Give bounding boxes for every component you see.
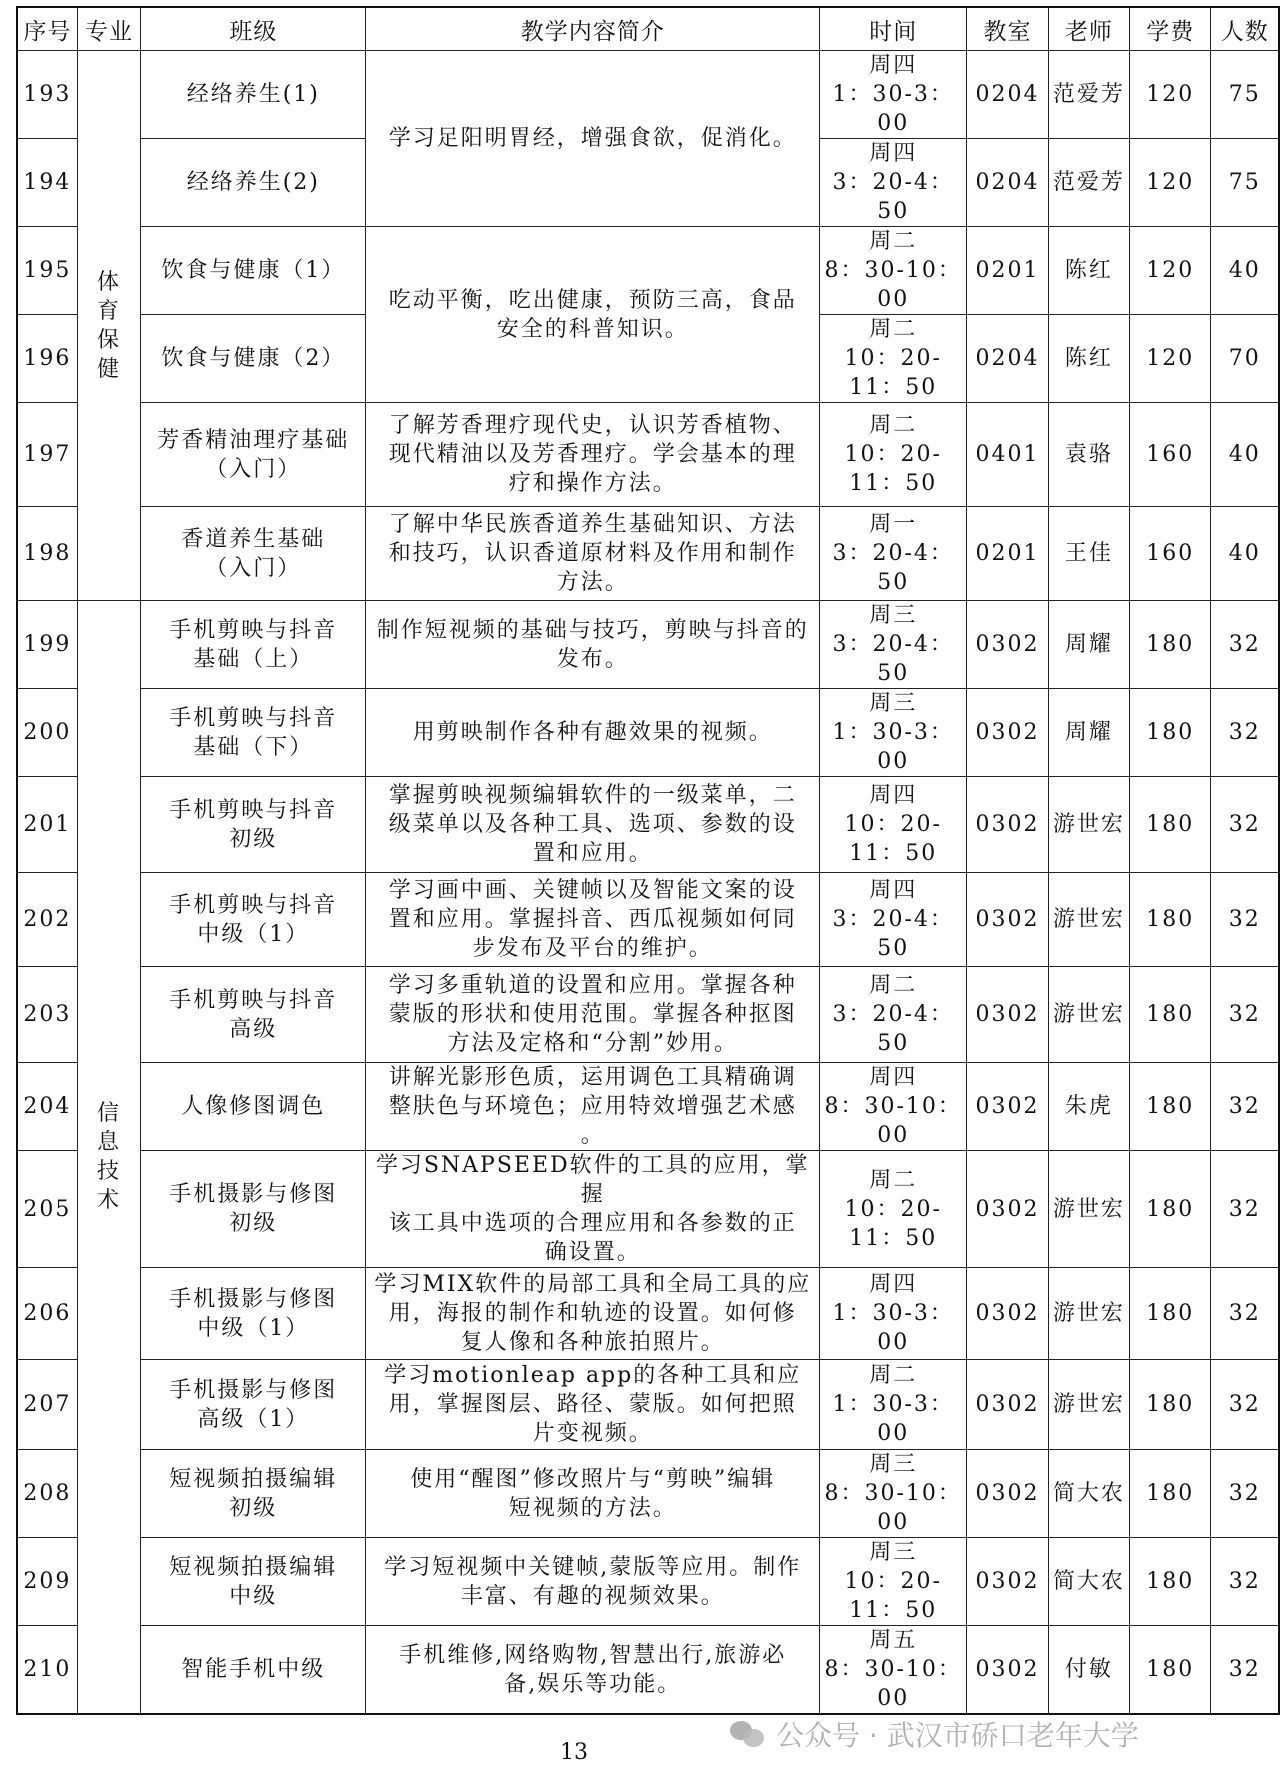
major-char: 育: [96, 298, 121, 324]
cell-line: 了解芳香理疗现代史，认识芳香植物、: [388, 413, 797, 438]
weekday: 周三: [869, 691, 918, 716]
course-description: [366, 689, 820, 777]
cell-line: 方法及定格和“分割”妙用。: [447, 1031, 739, 1056]
tuition-fee: 180: [1130, 1063, 1211, 1151]
weekday: 周一: [869, 512, 918, 537]
row-number: 198: [17, 507, 77, 601]
row-number: 193: [17, 51, 77, 139]
cell-line: 安全的科普知识。: [496, 316, 689, 342]
cell-line: 使用“醒图”修改照片与“剪映”编辑: [410, 1466, 776, 1492]
cell-line: 手机摄影与修图: [169, 1286, 338, 1312]
tuition-fee: 180: [1130, 1268, 1211, 1360]
cell-line: 和技巧，认识香道原材料及作用和制作: [388, 541, 797, 566]
cell-line: 手机摄影与修图: [169, 1377, 338, 1403]
course-description: [366, 1268, 820, 1360]
schedule-time: [820, 967, 967, 1063]
cell-line: 中级: [229, 1583, 278, 1609]
tuition-fee: 180: [1130, 1450, 1211, 1538]
cell-line: 置和应用。掌握抖音、西瓜视频如何同: [388, 907, 797, 932]
cell-line: 初级: [229, 826, 278, 852]
schedule-time: [820, 601, 967, 689]
cell-line: 学习MIX软件的局部工具和全局工具的应: [374, 1272, 812, 1297]
cell-line: 发布。: [556, 646, 629, 672]
enrollment-count: 32: [1211, 967, 1279, 1063]
teacher-name: 范爱芳: [1048, 51, 1129, 139]
teacher-name: 简大农: [1048, 1538, 1129, 1626]
course-description: [366, 227, 820, 403]
schedule-time: [820, 1450, 967, 1538]
header-major: 专业: [77, 7, 141, 51]
time-range: 1：30-3：00: [832, 1392, 954, 1446]
enrollment-count: 32: [1211, 1151, 1279, 1268]
tuition-fee: 180: [1130, 1538, 1211, 1626]
tuition-fee: 180: [1130, 689, 1211, 777]
course-description: [366, 1360, 820, 1450]
weekday: 周二: [869, 317, 918, 342]
major-char: 技: [96, 1159, 121, 1184]
table-row: [17, 601, 1279, 689]
tuition-fee: 120: [1130, 315, 1211, 403]
cell-line: 整肤色与环境色；应用特效增强艺术感: [388, 1094, 797, 1119]
classroom: 0204: [967, 139, 1048, 227]
class-name: [141, 873, 366, 967]
cell-line: 芳香精油理疗基础: [157, 427, 350, 453]
teacher-name: 游世宏: [1048, 1151, 1129, 1268]
row-number: 206: [17, 1268, 77, 1360]
cell-line: 步发布及平台的维护。: [472, 936, 713, 961]
tuition-fee: 180: [1130, 873, 1211, 967]
classroom: 0401: [967, 403, 1048, 507]
cell-line: 复人像和各种旅拍照片。: [460, 1330, 725, 1355]
class-name: [141, 1360, 366, 1450]
cell-line: （入门）: [205, 456, 302, 482]
cell-line: 智能手机中级: [181, 1657, 326, 1682]
classroom: 0302: [967, 601, 1048, 689]
major-char: 术: [96, 1188, 121, 1213]
teacher-name: 游世宏: [1048, 873, 1129, 967]
cell-line: 短视频的方法。: [508, 1495, 677, 1521]
class-name: [141, 1538, 366, 1626]
class-name: [141, 1626, 366, 1715]
teacher-name: 周耀: [1048, 601, 1129, 689]
cell-line: 人像修图调色: [181, 1094, 326, 1119]
cell-line: 用，掌握图层、路径、蒙版。如何把照: [388, 1392, 797, 1417]
cell-line: 手机维修,网络购物,智慧出行,旅游必: [399, 1642, 787, 1668]
row-number: 209: [17, 1538, 77, 1626]
cell-line: 短视频拍摄编辑: [169, 1466, 338, 1492]
major-cell-it: [77, 601, 141, 1715]
weekday: 周四: [869, 141, 918, 166]
classroom: 0302: [967, 967, 1048, 1063]
cell-line: 香道养生基础: [181, 526, 326, 552]
schedule-time: [820, 315, 967, 403]
table-row: [17, 1450, 1279, 1538]
weekday: 周二: [869, 1363, 918, 1388]
row-number: 195: [17, 227, 77, 315]
row-number: 200: [17, 689, 77, 777]
row-number: 207: [17, 1360, 77, 1450]
classroom: 0201: [967, 507, 1048, 601]
cell-line: 饮食与健康（2）: [161, 346, 346, 371]
time-range: 3：20-4：50: [832, 632, 954, 686]
time-range: 8：30-10：00: [824, 1481, 962, 1535]
time-range: 3：20-4：50: [832, 907, 954, 961]
classroom: 0302: [967, 873, 1048, 967]
class-name: [141, 1268, 366, 1360]
major-char: 信: [96, 1101, 121, 1126]
weekday: 周三: [869, 1540, 918, 1565]
enrollment-count: 32: [1211, 777, 1279, 873]
row-number: 201: [17, 777, 77, 873]
row-number: 210: [17, 1626, 77, 1715]
cell-line: 用剪映制作各种有趣效果的视频。: [412, 720, 773, 745]
course-description: [366, 1151, 820, 1268]
cell-line: 中级（1）: [197, 921, 310, 947]
cell-line: 用，海报的制作和轨迹的设置。如何修: [388, 1301, 797, 1326]
course-description: [366, 777, 820, 873]
time-range: 3：20-4：50: [832, 541, 954, 595]
classroom: 0302: [967, 1538, 1048, 1626]
enrollment-count: 75: [1211, 139, 1279, 227]
time-range: 10：20-11：50: [844, 442, 942, 496]
course-description: [366, 1626, 820, 1715]
enrollment-count: 75: [1211, 51, 1279, 139]
cell-line: 初级: [229, 1495, 278, 1521]
cell-line: 手机剪映与抖音: [169, 797, 338, 823]
enrollment-count: 32: [1211, 1538, 1279, 1626]
weekday: 周四: [869, 783, 918, 808]
row-number: 194: [17, 139, 77, 227]
course-description: [366, 51, 820, 227]
class-name: [141, 507, 366, 601]
tuition-fee: 180: [1130, 601, 1211, 689]
time-range: 10：20-11：50: [844, 346, 942, 400]
weekday: 周二: [869, 413, 918, 438]
time-range: 10：20-11：50: [844, 812, 942, 866]
tuition-fee: 120: [1130, 139, 1211, 227]
weekday: 周二: [869, 1167, 918, 1193]
header-room: 教室: [967, 7, 1048, 51]
teacher-name: 范爱芳: [1048, 139, 1129, 227]
cell-line: 了解中华民族香道养生基础知识、方法: [388, 512, 797, 537]
class-name: [141, 1063, 366, 1151]
weekday: 周五: [869, 1628, 918, 1653]
tuition-fee: 120: [1130, 51, 1211, 139]
cell-line: 学习足阳明胃经，增强食欲，促消化。: [388, 126, 797, 151]
weekday: 周三: [869, 1452, 918, 1477]
cell-line: 制作短视频的基础与技巧，剪映与抖音的: [376, 617, 809, 643]
enrollment-count: 32: [1211, 601, 1279, 689]
header-time: 时间: [820, 7, 967, 51]
page-number: 13: [560, 1740, 588, 1765]
table-row: [17, 873, 1279, 967]
cell-line: 片变视频。: [532, 1421, 653, 1446]
cell-line: 学习SNAPSEED软件的工具的应用，掌握: [375, 1153, 810, 1207]
row-number: 205: [17, 1151, 77, 1268]
table-row: [17, 1268, 1279, 1360]
cell-line: 基础（下）: [193, 734, 314, 760]
schedule-time: [820, 873, 967, 967]
cell-line: 手机剪映与抖音: [169, 617, 338, 643]
cell-line: 中级（1）: [197, 1315, 310, 1341]
enrollment-count: 32: [1211, 1626, 1279, 1715]
time-range: 8：30-10：00: [824, 1657, 962, 1711]
table-row: [17, 1151, 1279, 1268]
cell-line: 该工具中选项的合理应用和各参数的正: [388, 1211, 797, 1236]
class-name: [141, 1450, 366, 1538]
course-description: [366, 1450, 820, 1538]
cell-line: 级菜单以及各种工具、选项、参数的设: [388, 812, 797, 837]
schedule-time: [820, 777, 967, 873]
class-name: [141, 1151, 366, 1268]
tuition-fee: 180: [1130, 967, 1211, 1063]
schedule-time: [820, 1151, 967, 1268]
course-description: [366, 507, 820, 601]
enrollment-count: 40: [1211, 227, 1279, 315]
table-row: [17, 689, 1279, 777]
cell-line: 现代精油以及芳香理疗。学会基本的理: [388, 442, 797, 467]
class-name: [141, 315, 366, 403]
tuition-fee: 180: [1130, 1626, 1211, 1715]
classroom: 0204: [967, 51, 1048, 139]
row-number: 208: [17, 1450, 77, 1538]
time-range: 10：20-11：50: [844, 1569, 942, 1623]
course-description: [366, 601, 820, 689]
cell-line: 短视频拍摄编辑: [169, 1554, 338, 1580]
tuition-fee: 180: [1130, 777, 1211, 873]
cell-line: 学习短视频中关键帧,蒙版等应用。制作: [384, 1554, 802, 1580]
cell-line: 基础（上）: [193, 646, 314, 672]
classroom: 0201: [967, 227, 1048, 315]
class-name: [141, 139, 366, 227]
time-range: 1：30-3：00: [832, 720, 954, 774]
enrollment-count: 32: [1211, 1360, 1279, 1450]
teacher-name: 陈红: [1048, 227, 1129, 315]
teacher-name: 王佳: [1048, 507, 1129, 601]
table-row: [17, 1538, 1279, 1626]
cell-line: 方法。: [556, 570, 629, 595]
cell-line: 备,娱乐等功能。: [504, 1671, 682, 1697]
course-description: [366, 403, 820, 507]
teacher-name: 周耀: [1048, 689, 1129, 777]
classroom: 0302: [967, 1450, 1048, 1538]
time-range: 8：30-10：00: [824, 258, 962, 312]
enrollment-count: 32: [1211, 689, 1279, 777]
table-row: [17, 1360, 1279, 1450]
time-range: 1：30-3：00: [832, 1301, 954, 1355]
cell-line: 丰富、有趣的视频效果。: [460, 1583, 725, 1609]
schedule-time: [820, 1360, 967, 1450]
class-name: [141, 777, 366, 873]
cell-line: 置和应用。: [532, 841, 653, 866]
classroom: 0302: [967, 1063, 1048, 1151]
major-cell-health: [77, 51, 141, 601]
time-range: 10：20-11：50: [844, 1196, 942, 1251]
table-row: [17, 403, 1279, 507]
schedule-time: [820, 507, 967, 601]
teacher-name: 朱虎: [1048, 1063, 1129, 1151]
teacher-name: 付敏: [1048, 1626, 1129, 1715]
cell-line: 经络养生(1): [186, 82, 320, 107]
cell-line: 高级: [229, 1016, 278, 1042]
table-row: [17, 777, 1279, 873]
weekday: 周四: [869, 1272, 918, 1297]
schedule-time: [820, 1538, 967, 1626]
header-no: 序号: [17, 7, 77, 51]
weekday: 周四: [869, 53, 918, 78]
teacher-name: 袁骆: [1048, 403, 1129, 507]
row-number: 202: [17, 873, 77, 967]
time-range: 1：30-3：00: [832, 82, 954, 136]
row-number: 203: [17, 967, 77, 1063]
classroom: 0302: [967, 689, 1048, 777]
time-range: 8：30-10：00: [824, 1094, 962, 1148]
cell-line: 蒙版的形状和使用范围。掌握各种抠图: [388, 1002, 797, 1027]
table-header-row: [17, 7, 1279, 51]
weekday: 周二: [869, 973, 918, 998]
table-row: [17, 227, 1279, 315]
row-number: 199: [17, 601, 77, 689]
classroom: 0302: [967, 1151, 1048, 1268]
schedule-time: [820, 1268, 967, 1360]
teacher-name: 游世宏: [1048, 1360, 1129, 1450]
classroom: 0302: [967, 1360, 1048, 1450]
cell-line: 手机剪映与抖音: [169, 892, 338, 918]
cell-line: 饮食与健康（1）: [161, 258, 346, 283]
cell-line: 。: [580, 1123, 605, 1148]
schedule-time: [820, 139, 967, 227]
course-description: [366, 1063, 820, 1151]
tuition-fee: 120: [1130, 227, 1211, 315]
schedule-time: [820, 689, 967, 777]
cell-line: 掌握剪映视频编辑软件的一级菜单，二: [388, 783, 797, 808]
weekday: 周四: [869, 878, 918, 903]
schedule-time: [820, 227, 967, 315]
tuition-fee: 180: [1130, 1360, 1211, 1450]
cell-line: 疗和操作方法。: [508, 471, 677, 496]
cell-line: 学习画中画、关键帧以及智能文案的设: [388, 878, 797, 903]
row-number: 196: [17, 315, 77, 403]
time-range: 3：20-4：50: [832, 1002, 954, 1056]
cell-line: 经络养生(2): [186, 170, 320, 195]
course-table: [16, 6, 1280, 1715]
cell-line: （入门）: [205, 555, 302, 581]
cell-line: 手机摄影与修图: [169, 1182, 338, 1207]
teacher-name: 游世宏: [1048, 777, 1129, 873]
class-name: [141, 967, 366, 1063]
row-number: 197: [17, 403, 77, 507]
classroom: 0204: [967, 315, 1048, 403]
enrollment-count: 70: [1211, 315, 1279, 403]
tuition-fee: 180: [1130, 1151, 1211, 1268]
course-description: [366, 967, 820, 1063]
schedule-time: [820, 403, 967, 507]
enrollment-count: 40: [1211, 403, 1279, 507]
header-class: 班级: [141, 7, 366, 51]
enrollment-count: 40: [1211, 507, 1279, 601]
header-description: 教学内容简介: [366, 7, 820, 51]
teacher-name: 游世宏: [1048, 1268, 1129, 1360]
table-row: [17, 967, 1279, 1063]
weekday: 周三: [869, 603, 918, 628]
table-row: [17, 51, 1279, 139]
class-name: [141, 227, 366, 315]
major-char: 健: [96, 356, 121, 382]
cell-line: 学习motionleap app的各种工具和应: [384, 1363, 802, 1388]
schedule-time: [820, 51, 967, 139]
course-description: [366, 873, 820, 967]
schedule-time: [820, 1626, 967, 1715]
teacher-name: 游世宏: [1048, 967, 1129, 1063]
header-count: 人数: [1211, 7, 1279, 51]
tuition-fee: 160: [1130, 507, 1211, 601]
cell-line: 手机剪映与抖音: [169, 987, 338, 1013]
class-name: [141, 601, 366, 689]
watermark-text: 公众号 · 武汉市硚口老年大学: [776, 1719, 1139, 1752]
teacher-name: 陈红: [1048, 315, 1129, 403]
classroom: 0302: [967, 1268, 1048, 1360]
table-row: [17, 1626, 1279, 1715]
table-row: [17, 1063, 1279, 1151]
class-name: [141, 403, 366, 507]
weekday: 周四: [869, 1065, 918, 1090]
class-name: [141, 51, 366, 139]
header-fee: 学费: [1130, 7, 1211, 51]
table-row: [17, 507, 1279, 601]
cell-line: 讲解光影形色质，运用调色工具精确调: [388, 1065, 797, 1090]
enrollment-count: 32: [1211, 1063, 1279, 1151]
schedule-time: [820, 1063, 967, 1151]
enrollment-count: 32: [1211, 873, 1279, 967]
teacher-name: 简大农: [1048, 1450, 1129, 1538]
cell-line: 初级: [229, 1211, 278, 1236]
class-name: [141, 689, 366, 777]
cell-line: 手机剪映与抖音: [169, 705, 338, 731]
header-teacher: 老师: [1048, 7, 1129, 51]
row-number: 204: [17, 1063, 77, 1151]
enrollment-count: 32: [1211, 1450, 1279, 1538]
major-char: 体: [96, 269, 121, 295]
cell-line: 确设置。: [544, 1240, 641, 1265]
course-description: [366, 1538, 820, 1626]
major-char: 保: [96, 327, 121, 353]
tuition-fee: 160: [1130, 403, 1211, 507]
enrollment-count: 32: [1211, 1268, 1279, 1360]
time-range: 3：20-4：50: [832, 170, 954, 224]
cell-line: 吃动平衡，吃出健康，预防三高，食品: [388, 287, 797, 313]
major-char: 息: [96, 1130, 121, 1155]
classroom: 0302: [967, 1626, 1048, 1715]
cell-line: 高级（1）: [197, 1406, 310, 1432]
classroom: 0302: [967, 777, 1048, 873]
weekday: 周二: [869, 229, 918, 254]
cell-line: 学习多重轨道的设置和应用。掌握各种: [388, 973, 797, 998]
